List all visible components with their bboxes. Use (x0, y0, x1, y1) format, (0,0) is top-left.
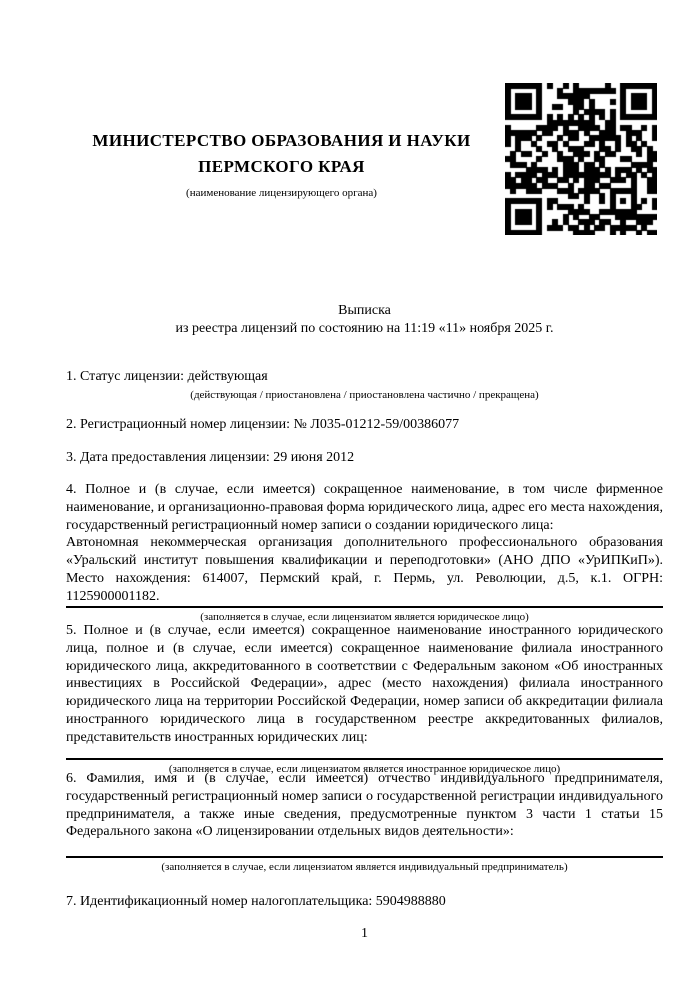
legal-entity-question: 4. Полное и (в случае, если имеется) сокращенное наименование, в том числе фирменное наименование, и организационно-правовая форма юридического лица, адрес его места нахождения, государственный регистрационный номер записи о создании юридического лица: (66, 482, 663, 533)
legal-entity-answer: Автономная некоммерческая организация дополнительного профессионального образования «Уральский институт повышения квалификации и переподготовки» (АНО ДПО «УрИПКиП»). Место нахождения: 614007, Пермский край, г. Пермь, ул. Революции, д.5, к.1. ОГРН: 1125900001182. (66, 535, 663, 604)
ministry-name-line1: МИНИСТЕРСТВО ОБРАЗОВАНИЯ И НАУКИ (92, 131, 471, 150)
section-individual-entrepreneur (66, 770, 663, 874)
taxpayer-number-text: 7. Идентификационный номер налогоплательщика: 5904988880 (66, 894, 446, 909)
section-foreign-entity (66, 622, 663, 776)
foreign-entity-blank-answer (66, 747, 663, 758)
license-status-text: 1. Статус лицензии: действующая (66, 369, 268, 384)
section-license-status (66, 368, 663, 402)
document-title-line1: Выписка (338, 303, 391, 318)
entrepreneur-question: 6. Фамилия, имя и (в случае, если имеется) отчество индивидуального предпринимателя, государственный регистрационный номер записи о государственной регистрации индивидуального предпринимателя, а также иные сведения, предусмотренные пунктом 3 части 1 статьи 15 Федерального закона «О лицензировании отдельных видов деятельности»: (66, 771, 663, 840)
section-registration-number (66, 416, 663, 434)
grant-date-text: 3. Дата предоставления лицензии: 29 июня 2012 (66, 450, 355, 465)
foreign-entity-underline (66, 758, 663, 760)
section-taxpayer-number (66, 893, 663, 911)
legal-entity-caption: (заполняется в случае, если лицензиатом является юридическое лицо) (200, 610, 529, 623)
document-title (66, 302, 663, 338)
page-number: 1 (361, 926, 368, 941)
section-legal-entity (66, 481, 663, 624)
qr-code-icon (505, 83, 657, 235)
foreign-entity-caption: (заполняется в случае, если лицензиатом является иностранное юридическое лицо) (168, 762, 561, 775)
document-title-line2: из реестра лицензий по состоянию на 11:19 «11» ноября 2025 г. (175, 320, 554, 336)
entrepreneur-blank-answer (66, 841, 663, 856)
registration-number-text: 2. Регистрационный номер лицензии: № Л035-01212-59/00386077 (66, 417, 460, 432)
licensing-authority-header (66, 128, 497, 200)
ministry-name-line2: ПЕРМСКОГО КРАЯ (198, 157, 365, 176)
section-grant-date (66, 449, 663, 467)
entrepreneur-underline (66, 856, 663, 858)
legal-entity-underline (66, 606, 663, 608)
foreign-entity-question: 5. Полное и (в случае, если имеется) сокращенное наименование иностранного юридического лица, полное и (в случае, если имеется) сокращенное наименование филиала иностранного юридического лица, аккредитованного в соответствии с Федеральным законом «Об иностранных инвестициях в Российской Федерации», адрес (место нахождения) филиала иностранного юридического лица на территории Российской Федерации, номер записи об аккредитации филиала иностранного юридического лица в государственном реестре аккредитованных филиалов, представительств иностранных юридических лиц: (66, 623, 663, 745)
license-status-options-caption: (действующая / приостановлена / приостановлена частично / прекращена) (190, 388, 539, 401)
entrepreneur-caption: (заполняется в случае, если лицензиатом является индивидуальный предприниматель) (161, 861, 568, 874)
ministry-name-caption: (наименование лицензирующего органа) (186, 187, 377, 199)
